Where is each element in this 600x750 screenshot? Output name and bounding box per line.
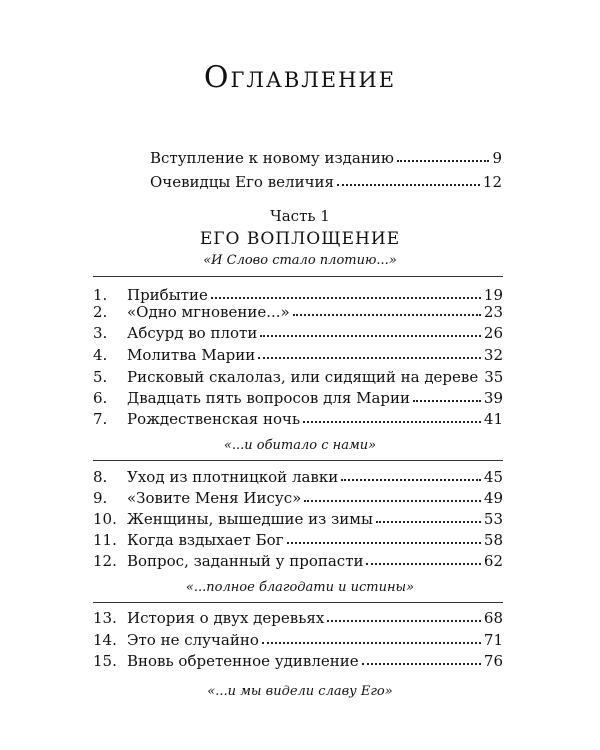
chapter-number: 14. [93,631,117,649]
divider [93,602,503,603]
chapter-page: 19 [483,286,503,304]
toc-entry-page: 9 [492,149,502,167]
dot-leader [376,521,481,523]
chapter-entry[interactable] [93,346,503,364]
chapter-page: 68 [483,609,503,627]
chapter-entry[interactable] [93,489,503,507]
part-label: Часть 1 [270,207,330,225]
divider [93,460,503,461]
chapter-entry[interactable] [93,652,503,670]
chapter-entry[interactable] [93,631,503,649]
chapter-title: Когда вздыхает Бог [127,531,284,549]
dot-leader [304,500,481,502]
chapter-title: Женщины, вышедшие из зимы [127,510,373,528]
dot-leader [303,421,481,423]
dot-leader [293,314,481,316]
page-title: Оглавление [203,60,397,95]
chapter-page: 62 [483,552,503,570]
part-epigraph: «И Слово стало плотию...» [203,253,397,268]
chapter-title: История о двух деревьях [127,609,325,627]
chapter-entry[interactable] [93,510,503,528]
chapter-number: 11. [93,531,117,549]
dot-leader [397,160,490,162]
chapter-entry[interactable] [93,286,503,304]
dot-leader [366,563,480,565]
chapter-page: 26 [483,324,503,342]
chapter-page: 58 [483,531,503,549]
chapter-number: 10. [93,510,117,528]
chapter-entry[interactable] [93,531,503,549]
chapter-page: 45 [483,468,503,486]
dot-leader [262,642,481,644]
chapter-title: Молитва Марии [127,346,256,364]
chapter-title: Рисковый скалолаз, или сидящий на дереве [127,368,479,386]
chapter-number: 15. [93,652,117,670]
chapter-entry[interactable] [93,389,503,407]
toc-entry-label: Очевидцы Его величия [150,173,334,191]
chapter-page: 71 [483,631,503,649]
chapter-number: 6. [93,389,108,407]
chapter-page: 76 [483,652,503,670]
chapter-entry[interactable] [93,324,503,342]
dot-leader [260,335,481,337]
part-title: ЕГО ВОПЛОЩЕНИЕ [199,229,401,249]
chapter-page: 49 [483,489,503,507]
chapter-entry[interactable] [93,410,503,428]
dot-leader [337,184,480,186]
chapter-entry[interactable] [93,303,503,321]
chapter-entry[interactable] [93,609,503,627]
chapter-title: Абсурд во плоти [127,324,258,342]
chapter-page: 32 [483,346,503,364]
dot-leader [258,357,481,359]
chapter-title: Прибытие [127,286,208,304]
chapter-number: 13. [93,609,117,627]
chapter-title: Это не случайно [127,631,259,649]
toc-entry[interactable] [150,173,502,191]
dot-leader [327,620,481,622]
chapter-number: 7. [93,410,108,428]
chapter-page: 23 [483,303,503,321]
dot-leader [362,663,481,665]
chapter-page: 41 [483,410,503,428]
toc-entry-label: Вступление к новому изданию [150,149,394,167]
divider [93,276,503,277]
chapter-entry[interactable] [93,368,503,386]
section-epigraph: «...и обитало с нами» [223,438,377,453]
section-epigraph: «...полное благодати и истины» [185,580,415,595]
chapter-page: 39 [483,389,503,407]
chapter-title: Вновь обретенное удивление [127,652,359,670]
chapter-title: Двадцать пять вопросов для Марии [127,389,410,407]
chapter-page: 53 [483,510,503,528]
chapter-entry[interactable] [93,552,503,570]
chapter-title: Уход из плотницкой лавки [127,468,339,486]
chapter-number: 9. [93,489,108,507]
toc-entry[interactable] [150,149,502,167]
chapter-entry[interactable] [93,468,503,486]
chapter-number: 5. [93,368,108,386]
chapter-number: 1. [93,286,108,304]
chapter-number: 4. [93,346,108,364]
chapter-number: 3. [93,324,108,342]
chapter-title: «Зовите Меня Иисус» [127,489,302,507]
dot-leader [211,297,481,299]
dot-leader [413,400,481,402]
dot-leader [287,542,481,544]
chapter-title: Вопрос, заданный у пропасти [127,552,364,570]
chapter-title: «Одно мгновение...» [127,303,290,321]
dot-leader [341,479,481,481]
chapter-page: 35 [484,368,504,386]
chapter-title: Рождественская ночь [127,410,301,428]
toc-entry-page: 12 [482,173,502,191]
chapter-number: 2. [93,303,108,321]
section-epigraph: «...и мы видели славу Его» [207,684,393,699]
chapter-number: 8. [93,468,108,486]
chapter-number: 12. [93,552,117,570]
